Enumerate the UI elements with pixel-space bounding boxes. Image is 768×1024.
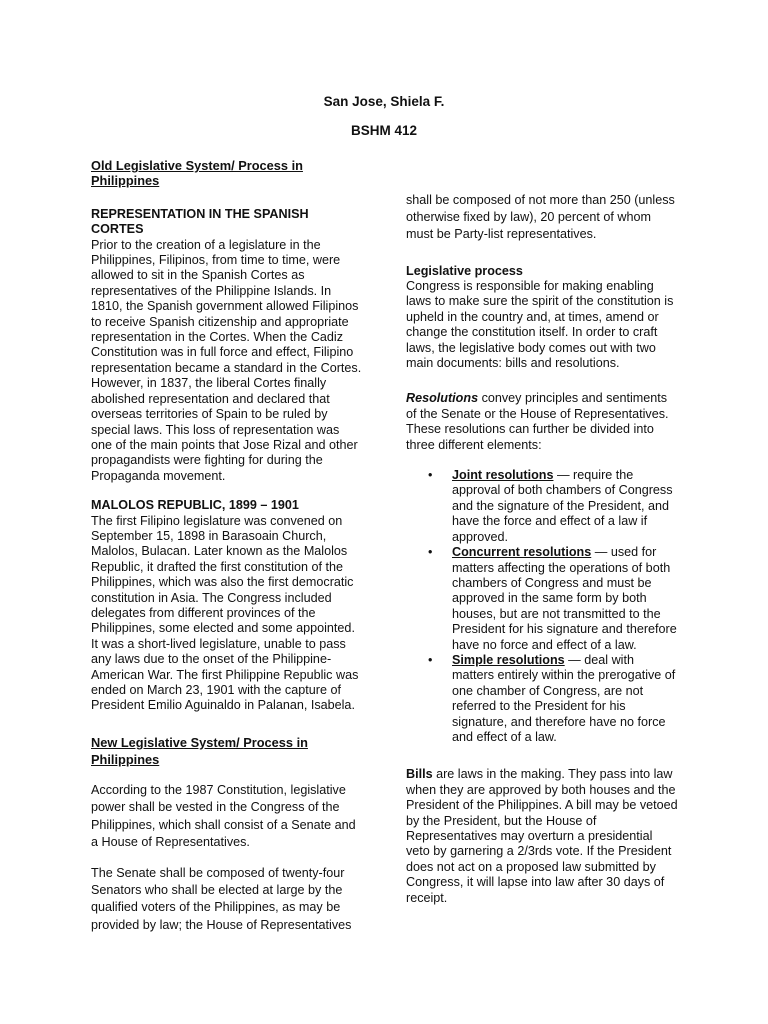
bills-term: Bills bbox=[406, 767, 433, 782]
legislative-process-heading: Legislative process bbox=[406, 263, 523, 278]
resolutions-paragraph bbox=[406, 391, 678, 453]
malolos-paragraph: The first Filipino legislature was convened on September 15, 1898 in Barasoain Church, Malolos, Bulacan. Later known as the Malolos Republic, it drafted the first constitution of the Philippines, which was also the first democratic constitution in Asia. The Congress included delegates from different provinces of the Philippines, some elected and some appointed. It was a short-lived legislature, unable to pass any laws due to the onset of the Philippine-American War. The first Philippine Republic was ended on March 23, 1901 with the capture of President Emilio Aguinaldo in Palanan, Isabela. bbox=[91, 513, 359, 713]
resolutions-text: convey principles and sentiments of the Senate or the House of Representatives. These resolutions can further be divided into three different elements: bbox=[406, 391, 669, 452]
simple-resolutions-text: — deal with matters entirely within the prerogative of one chamber of Congress, are not referred to the President for his signature, and therefore have no force and effect of a law. bbox=[452, 652, 676, 744]
spanish-cortes-heading: REPRESENTATION IN THE SPANISH CORTES bbox=[91, 206, 309, 237]
right-column bbox=[406, 192, 678, 906]
bullet-icon: • bbox=[428, 652, 433, 667]
house-continued-paragraph: shall be composed of not more than 250 (unless otherwise fixed by law), 20 percent of whom must be Party-list representatives. bbox=[406, 193, 675, 242]
new-system-title: New Legislative System/ Process in Philippines bbox=[91, 734, 308, 768]
concurrent-resolutions-term: Concurrent resolutions bbox=[452, 545, 592, 560]
bullet-icon: • bbox=[428, 468, 433, 483]
joint-resolutions-term: Joint resolutions bbox=[452, 468, 554, 483]
resolutions-term: Resolutions bbox=[406, 391, 479, 406]
malolos-heading: MALOLOS REPUBLIC, 1899 – 1901 bbox=[91, 498, 299, 513]
course-code: BSHM 412 bbox=[350, 123, 418, 138]
list-item bbox=[428, 545, 678, 653]
bills-paragraph bbox=[406, 767, 678, 906]
bills-text: are laws in the making. They pass into law when they are approved by both houses and the President of the Philippines. A bill may be vetoed by the President, but the House of Representatives may overturn a presidential veto by garnering a 2/3rds vote. If the President does not act on a proposed law submitted by Congress, it will lapse into law after 30 days of receipt. bbox=[406, 767, 678, 905]
spanish-cortes-paragraph: Prior to the creation of a legislature in the Philippines, Filipinos, from time to time, were allowed to sit in the Spanish Cortes as representatives of the Philippine Islands. In 1810, the Spanish government allowed Filipinos to receive Spanish citizenship and appropriate representation in the Cortes. When the Cadiz Constitution was in full force and effect, Filipino representation became a standard in the Cortes. However, in 1837, the liberal Cortes finally abolished representation and declared that overseas territories of Spain to be ruled by special laws. This loss of representation was one of the main points that Jose Rizal and other propagandists were fighting for during the Propaganda movement. bbox=[91, 237, 362, 483]
left-column bbox=[91, 158, 363, 934]
list-item bbox=[428, 652, 678, 745]
legislative-process-paragraph: Congress is responsible for making enabling laws to make sure the spirit of the constitution is upheld in the country and, at times, amend or change the constitution itself. In order to craft laws, the legislative body comes out with two main documents: bills and resolutions. bbox=[406, 279, 674, 371]
old-system-title: Old Legislative System/ Process in Philippines bbox=[91, 158, 303, 189]
author-name: San Jose, Shiela F. bbox=[323, 94, 445, 109]
joint-resolutions-text: — require the approval of both chambers of Congress and the signature of the President, and have the force and effect of a law if approved. bbox=[452, 468, 673, 544]
list-item bbox=[428, 468, 678, 545]
senate-paragraph: The Senate shall be composed of twenty-four Senators who shall be elected at large by the qualified voters of the Philippines, as may be provided by law; the House of Representatives bbox=[91, 866, 352, 932]
simple-resolutions-term: Simple resolutions bbox=[452, 652, 565, 667]
bullet-icon: • bbox=[428, 545, 433, 560]
constitution-paragraph: According to the 1987 Constitution, legislative power shall be vested in the Congress of the Philippines, which shall consist of a Senate and a House of Representatives. bbox=[91, 783, 356, 849]
concurrent-resolutions-text: — used for matters affecting the operations of both chambers of Congress and must be approved in the same form by both houses, but are not transmitted to the President for his signature and therefore have no force and effect of a law. bbox=[452, 545, 677, 652]
resolution-types-list bbox=[406, 468, 678, 745]
